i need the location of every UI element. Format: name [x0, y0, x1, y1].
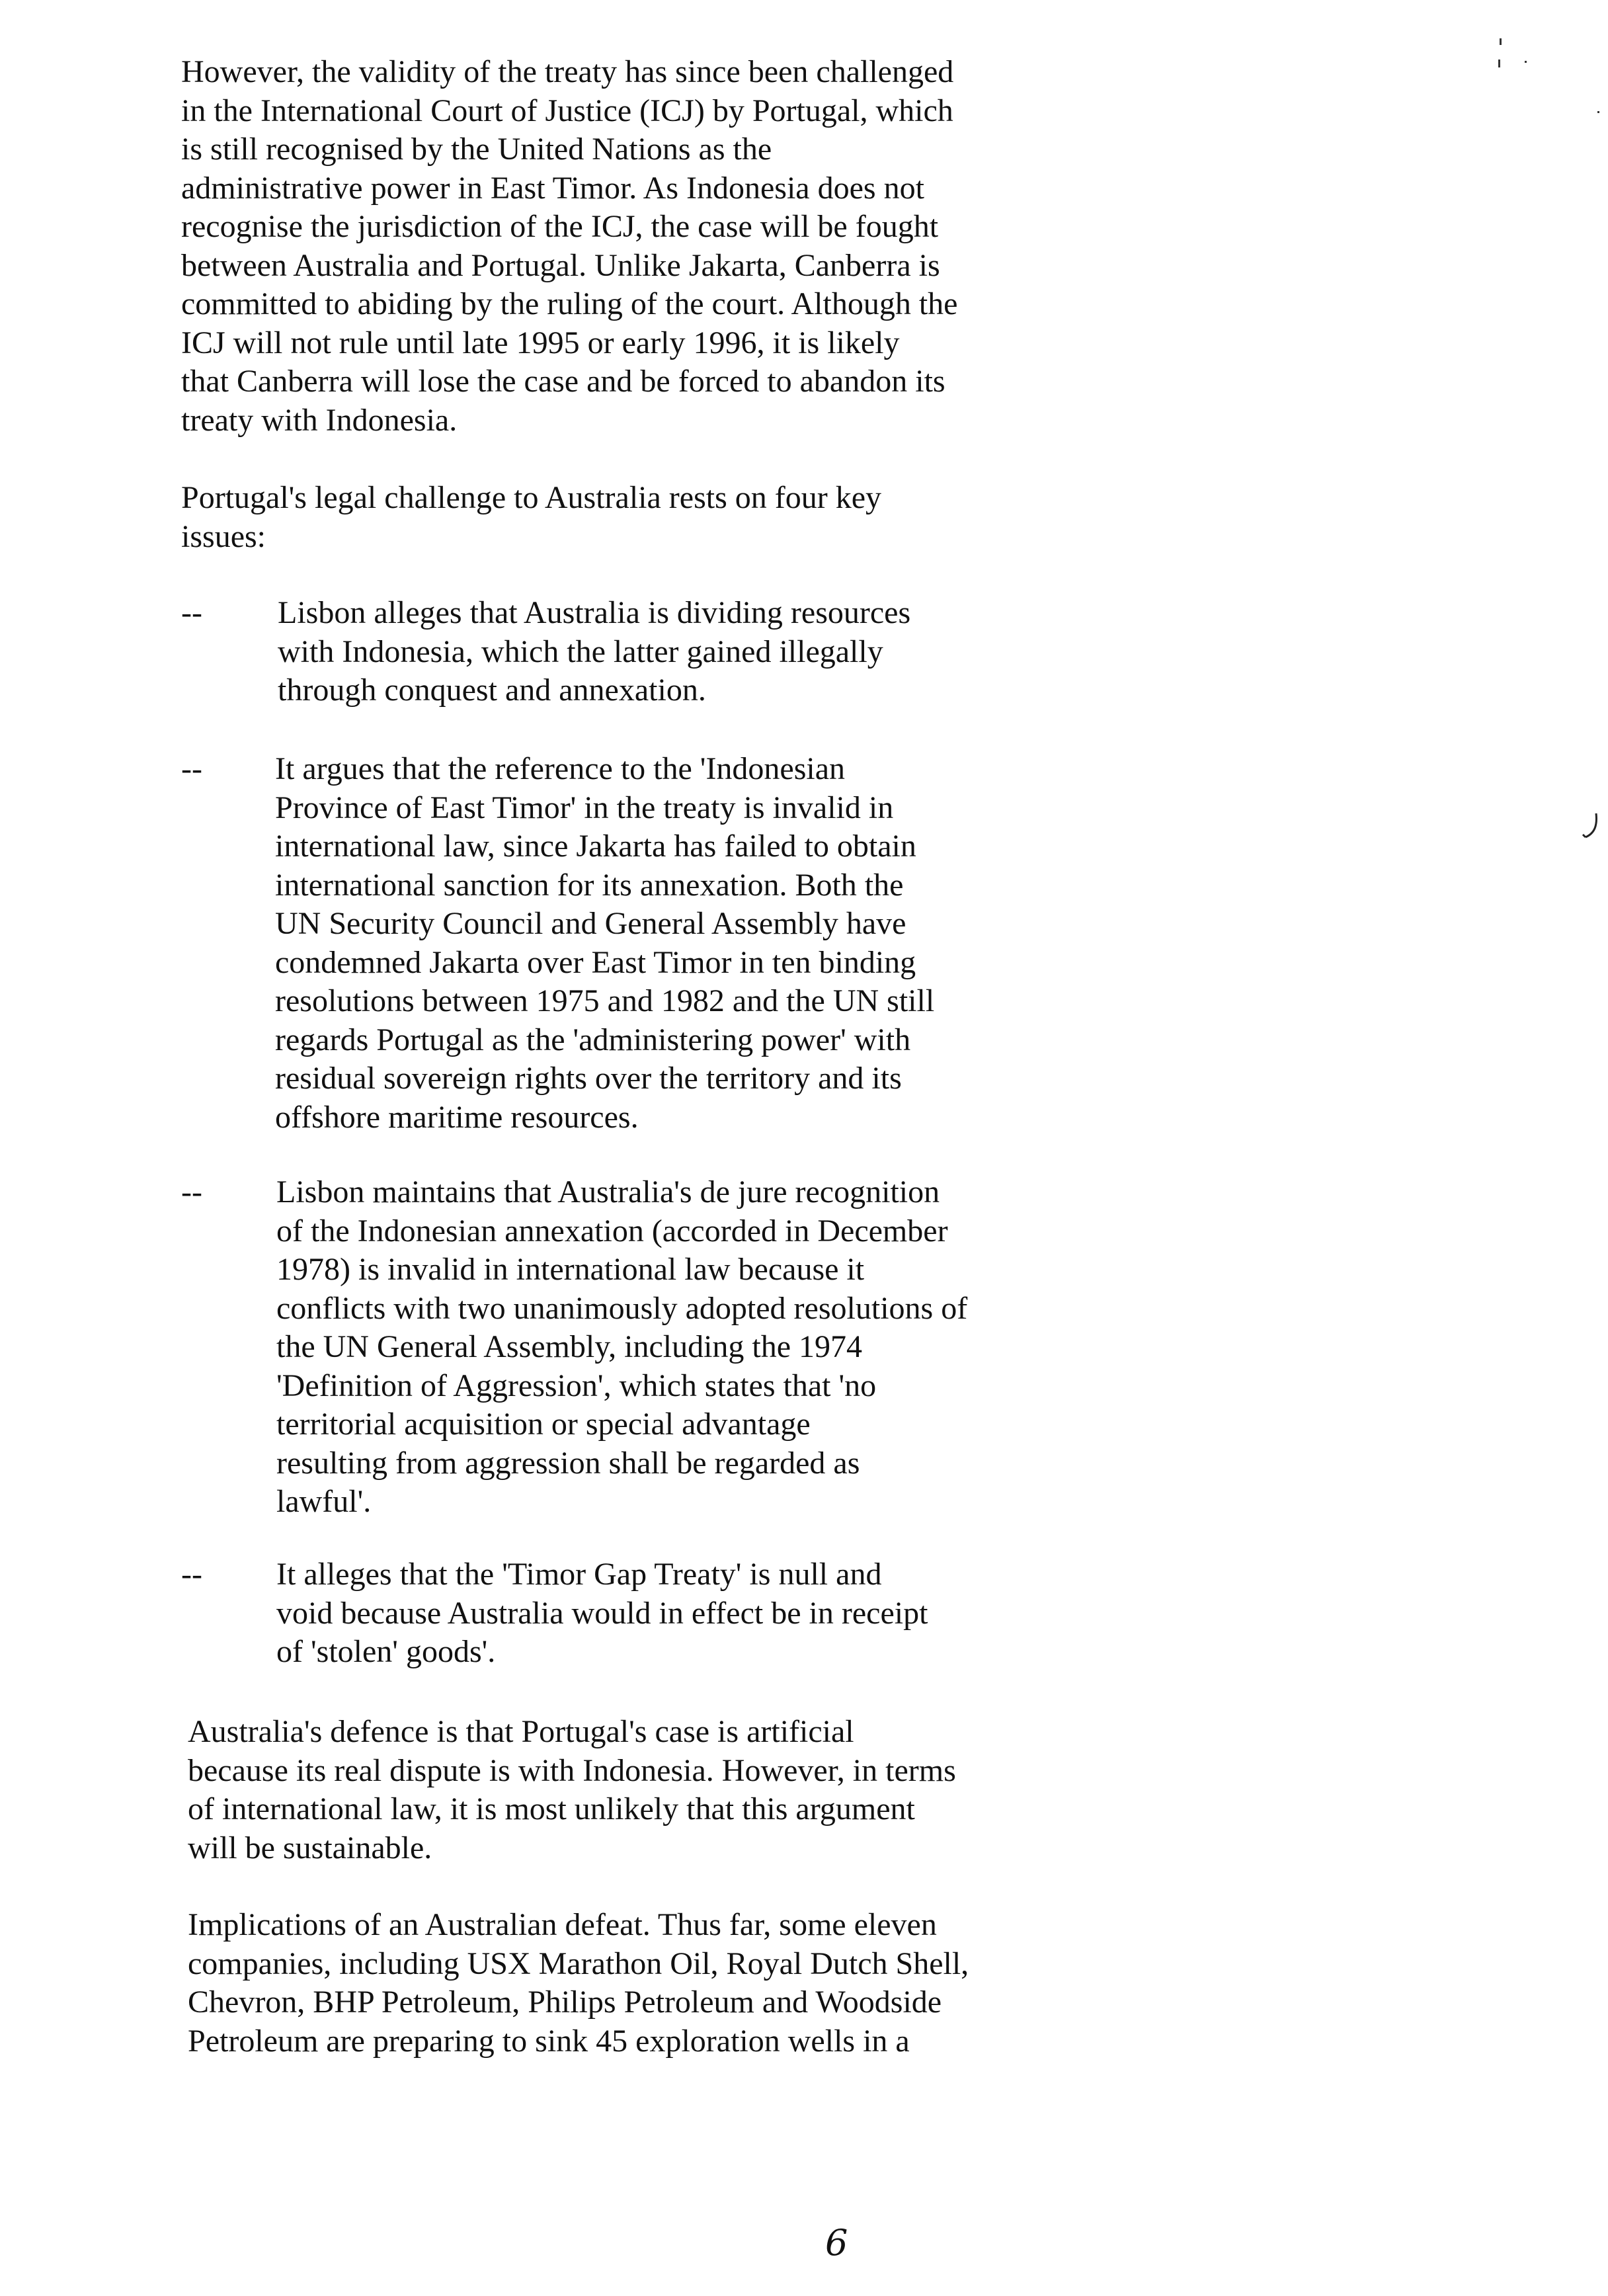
bullet-text: It argues that the reference to the 'Indonesian Province of East Timor' in the treaty is invalid in international law, since Jakarta has failed to obtain international sanction for its annexation. Both the UN Security Council and General Assembly have condemned Jakarta over East Timor in ten binding resolutions between 1975 and 1982 and the UN still regards Portugal as the 'administering power' with residual sovereign rights over the territory and its offshore maritime resources.: [275, 751, 935, 1135]
scan-artifact: [1597, 111, 1599, 113]
bullet-dash: --: [181, 1174, 202, 1210]
scan-artifact: [1500, 38, 1502, 45]
bullet-text: Lisbon maintains that Australia's de jure recognition of the Indonesian annexation (accorded in December 1978) is invalid in international law because it conflicts with two unanimously adopted resolutions of the UN General Assembly, including the 1974 'Definition of Aggression', which states that 'no territorial acquisition or special advantage resulting from aggression shall be regarded as lawful'.: [276, 1174, 968, 1519]
paragraph-australia-defence: Australia's defence is that Portugal's case is artificial because its real dispute is with Indonesia. However, in terms of international law, it is most unlikely that this argument will be sustainable.: [188, 1714, 956, 1866]
scan-artifact: [1498, 60, 1500, 67]
bullet-dash: --: [181, 1557, 202, 1592]
bullet-text: It alleges that the 'Timor Gap Treaty' is null and void because Australia would in effect be in receipt of 'stolen' goods'.: [276, 1557, 928, 1669]
bullet-dash: --: [181, 751, 202, 786]
paragraph-implications: Implications of an Australian defeat. Thus far, some eleven companies, including USX Marathon Oil, Royal Dutch Shell, Chevron, BHP Petroleum, Philips Petroleum and Woodside Petroleum are preparing to sink 45 exploration wells in a: [188, 1907, 969, 2059]
paragraph-icj-challenge: However, the validity of the treaty has since been challenged in the International Court of Justice (ICJ) by Portugal, which is still recognised by the United Nations as the administrative power in East Timor. As Indonesia does not recognise the jurisdiction of the ICJ, the case will be fought between Australia and Portugal. Unlike Jakarta, Canberra is committed to abiding by the ruling of the court. Although the ICJ will not rule until late 1995 or early 1996, it is likely that Canberra will lose the case and be forced to abandon its treaty with Indonesia.: [181, 54, 958, 438]
bullet-text: Lisbon alleges that Australia is dividing resources with Indonesia, which the latter gained illegally through conquest and annexation.: [278, 595, 911, 708]
paragraph-legal-challenge-intro: Portugal's legal challenge to Australia rests on four key issues:: [181, 480, 882, 554]
scan-artifact: [1582, 811, 1601, 844]
page-number: 6: [825, 2222, 848, 2264]
scan-artifact: [1525, 61, 1527, 63]
bullet-dash: --: [181, 595, 202, 630]
